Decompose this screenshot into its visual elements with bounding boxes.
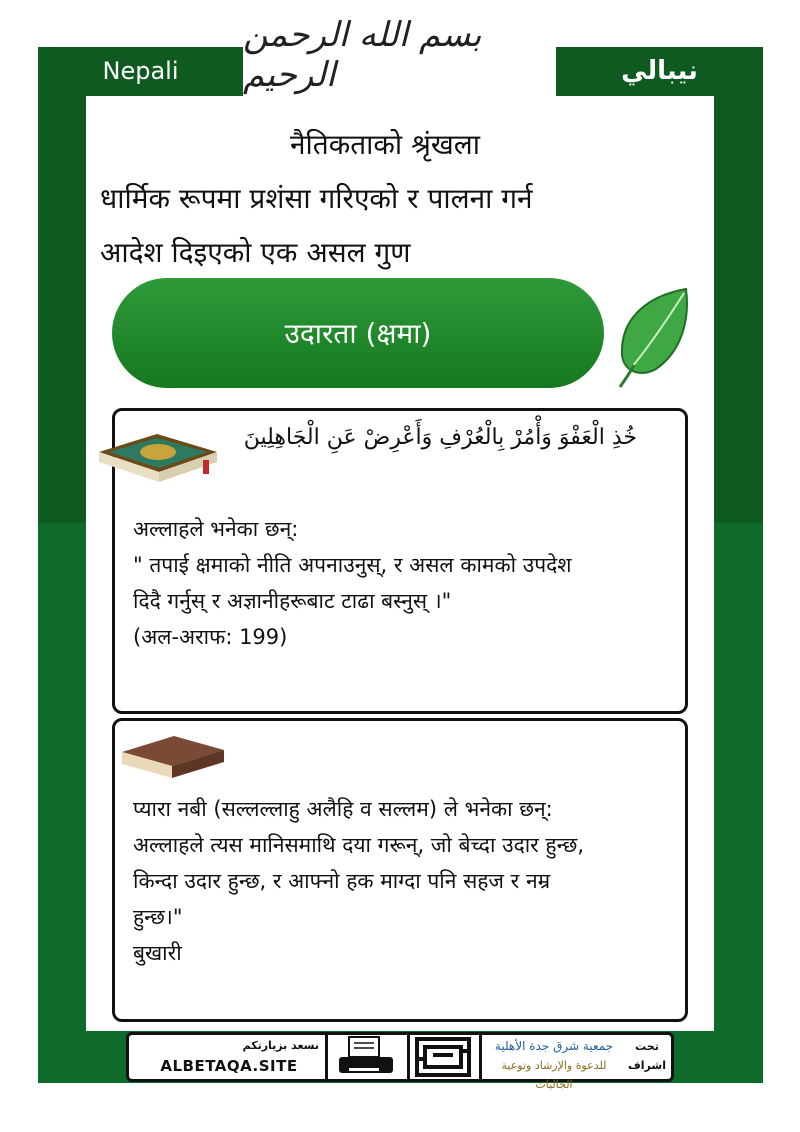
printer-icon[interactable] xyxy=(325,1035,407,1079)
quran-translation-text: अल्लाहले भनेका छन्: " तपाई क्षमाको नीति अपनाउनुस्, र असल कामको उपदेश दिदै गर्नुस् र अज्ञानीहरूबाट टाढा बस्नुस् ।" (अल-अराफ: 199) xyxy=(133,517,572,649)
hadith-text: प्यारा नबी (सल्लल्लाहु अलैहि व सल्लम) ले भनेका छन्: अल्लाहले त्यस मानिसमाथि दया गरून्, जो बेच्दा उदार हुन्छ, किन्दा उदार हुन्छ, र आफ्नो हक माग्दा पनि सहज र नम्र हुन्छ।" बुखारी xyxy=(133,797,584,965)
page-title xyxy=(100,118,700,280)
under-supervision-label: تحت اشراف xyxy=(628,1040,666,1072)
footer-bar xyxy=(126,1032,674,1091)
hadith-book-icon xyxy=(118,730,228,782)
footer-site-cell xyxy=(129,1035,328,1079)
quran-book-icon xyxy=(95,422,220,487)
basmala-calligraphy: بسم الله الرحمن الرحيم xyxy=(243,10,556,100)
topic-banner: उदारता (क्षमा) xyxy=(112,278,604,388)
footer-organization xyxy=(489,1037,619,1094)
kufic-logo-icon xyxy=(407,1035,479,1079)
footer-welcome-text: نسعد بزيارتكم xyxy=(242,1039,319,1052)
title-line-2: धार्मिक रूपमा प्रशंसा गरिएको र पालना गर्न xyxy=(100,182,533,215)
title-line-1: नैतिकताको श्रृंखला xyxy=(289,128,481,161)
ayah-arabic-text: خُذِ الْعَفْوَ وَأْمُرْ بِالْعُرْفِ وَأَعْرِضْ عَنِ الْجَاهِلِينَ xyxy=(243,425,637,450)
footer-print-cell[interactable] xyxy=(325,1035,410,1079)
title-line-3: आदेश दिइएको एक असल गुण xyxy=(100,236,411,269)
footer-site-link[interactable]: ALBETAQA.SITE xyxy=(160,1057,298,1075)
leaf-icon xyxy=(612,285,692,390)
language-label-english: Nepali xyxy=(102,56,179,85)
footer-logo-cell xyxy=(407,1035,482,1079)
org-name: جمعية شرق جدة الأهلية xyxy=(494,1039,614,1053)
org-subtitle: للدعوة والإرشاد وتوعية الجاليات xyxy=(501,1059,607,1091)
language-label-arabic: نيبالي xyxy=(621,55,698,86)
